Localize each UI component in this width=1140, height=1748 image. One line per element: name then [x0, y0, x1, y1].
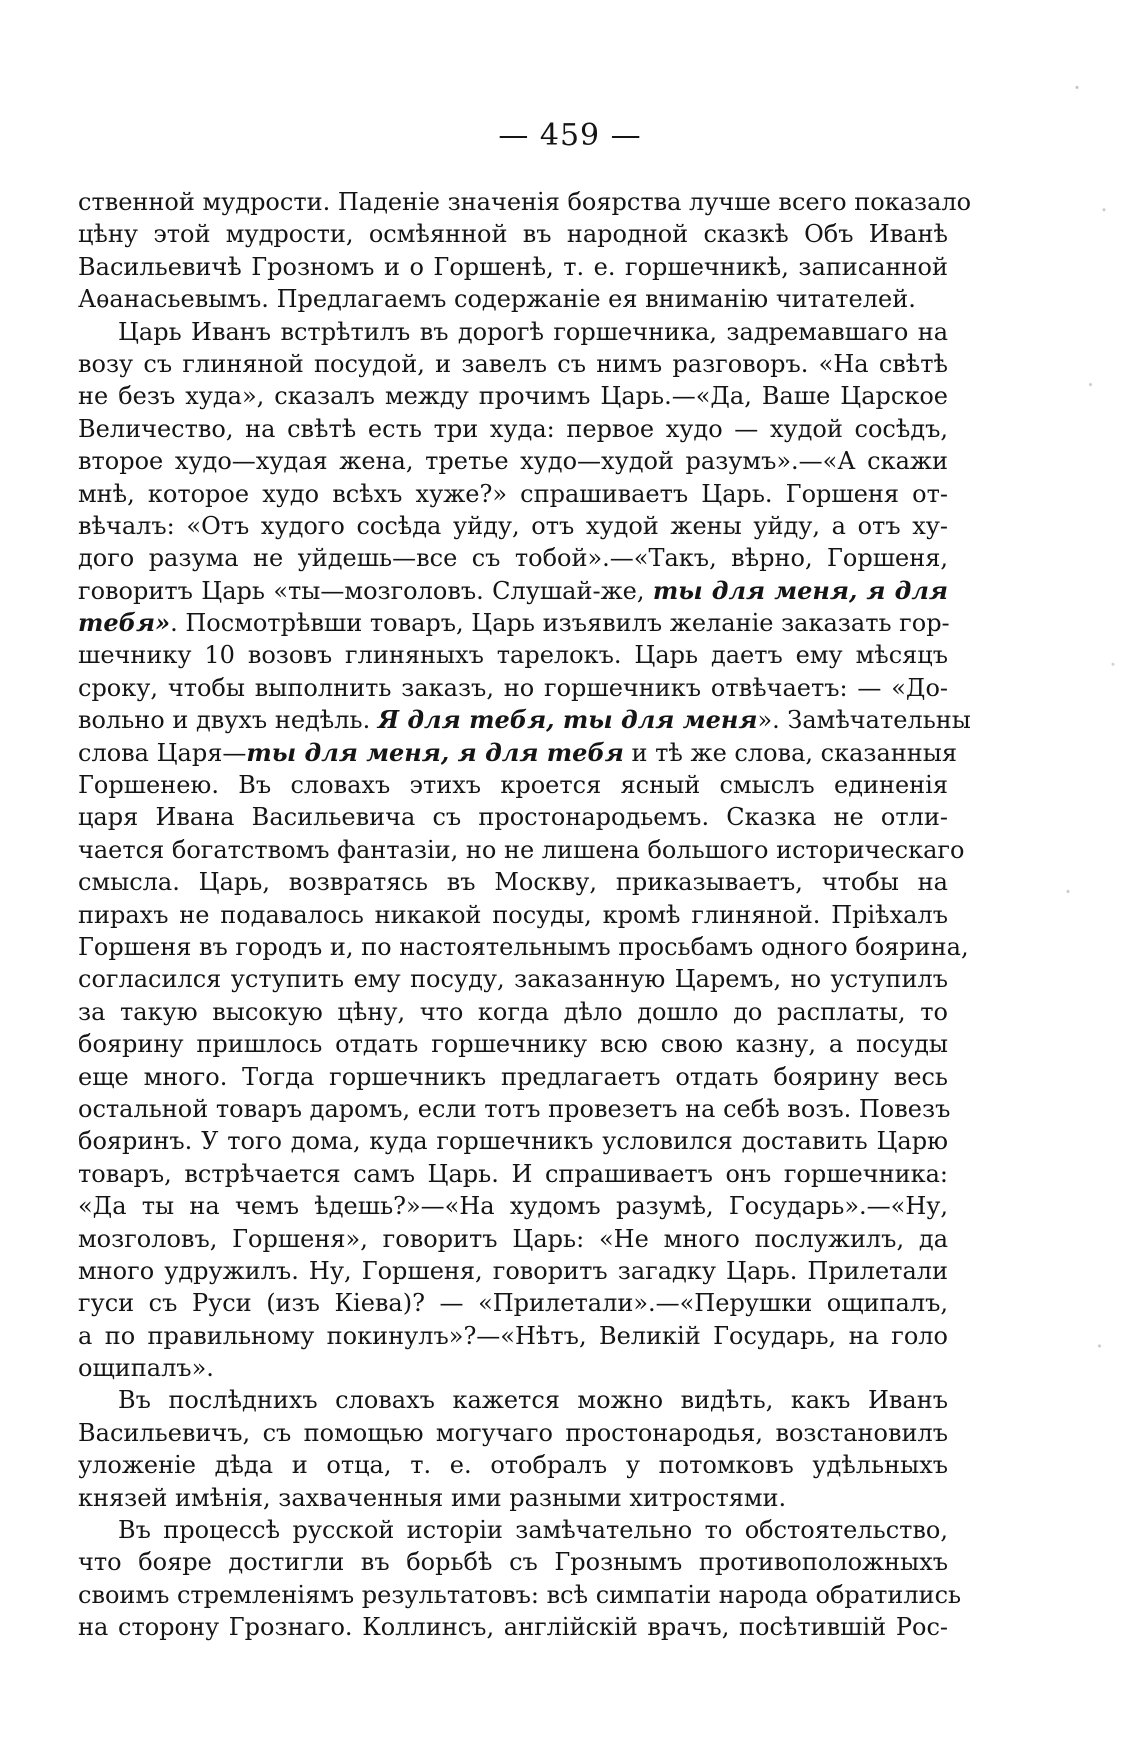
text-line: смысла. Царь, возвратясь въ Москву, приказываетъ, чтобы на	[78, 868, 948, 897]
text-line: а по правильному покинулъ»?—«Нѣтъ, Великій Государь, на голо	[78, 1321, 948, 1350]
page-number: — 459 —	[498, 118, 642, 153]
text-segment: и тѣ же слова, сказанныя	[623, 738, 958, 767]
text-segment: слова Царя—	[78, 738, 247, 767]
text-line: много удружилъ. Ну, Горшеня, говоритъ загадку Царь. Прилетали	[78, 1256, 948, 1285]
text-line: ощипалъ».	[78, 1354, 214, 1383]
text-line: царя Ивана Васильевича съ простонародьемъ. Сказка не отли-	[78, 803, 948, 832]
text-line: что бояре достигли въ борьбѣ съ Грознымъ противоположныхъ	[78, 1548, 948, 1577]
text-segment: говоритъ Царь «ты—мозголовъ. Слушай-же,	[78, 576, 653, 605]
text-line: еще много. Тогда горшечникъ предлагаетъ отдать боярину весь	[78, 1062, 948, 1091]
text-line: Въ процессѣ русской исторіи замѣчательно то обстоятельство,	[118, 1516, 948, 1545]
text-line: Горшенею. Въ словахъ этихъ кроется ясный смыслъ единенія	[78, 771, 948, 800]
text-line: Аѳанасьевымъ. Предлагаемъ содержаніе ея вниманію читателей.	[78, 285, 916, 314]
text-line: дого разума не уйдешь—все съ тобой».—«Такъ, вѣрно, Горшеня,	[78, 544, 948, 573]
text-line: согласился уступить ему посуду, заказанную Царемъ, но уступилъ	[78, 965, 948, 994]
text-line: боярину пришлось отдать горшечнику всю свою казну, а посуды	[78, 1030, 948, 1059]
text-line: ственной мудрости. Паденіе значенія боярства лучше всего показало	[78, 188, 972, 216]
italic-segment: ты для меня, я для	[652, 575, 948, 605]
text-line: Царь Иванъ встрѣтилъ въ дорогѣ горшечника, задремавшаго на	[118, 317, 948, 346]
text-line	[78, 607, 948, 639]
text-segment: . Посмотрѣвши товаръ, Царь изъявилъ желаніе заказать гор-	[170, 609, 950, 638]
text-line: возу съ глиняной посудой, и завелъ съ нимъ разговоръ. «На свѣтѣ	[78, 349, 948, 378]
text-line: чается богатствомъ фантазіи, но не лишена большого историческаго	[78, 835, 965, 864]
text-line: «Да ты на чемъ ѣдешь?»—«На худомъ разумѣ, Государь».—«Ну,	[78, 1192, 948, 1221]
text-line: на сторону Грознаго. Коллинсъ, англійскій врачъ, посѣтившій Рос-	[78, 1613, 948, 1642]
text-line	[78, 704, 971, 736]
text-line	[78, 737, 958, 769]
text-line: уложеніе дѣда и отца, т. е. отобралъ у потомковъ удѣльныхъ	[78, 1451, 948, 1480]
text-line: пирахъ не подавалось никакой посуды, кромѣ глиняной. Пріѣхалъ	[78, 900, 948, 929]
italic-segment: Я для тебя, ты для меня	[377, 705, 758, 735]
text-segment: вольно и двухъ недѣль.	[78, 706, 378, 735]
text-line: Горшеня въ городъ и, по настоятельнымъ просьбамъ одного боярина,	[78, 932, 969, 961]
text-line: Величество, на свѣтѣ есть три худа: первое худо — худой сосѣдъ,	[78, 414, 948, 443]
text-line: второе худо—худая жена, третье худо—худой разумъ».—«А скажи	[78, 447, 948, 476]
text-line: мнѣ, которое худо всѣхъ хуже?» спрашиваетъ Царь. Горшеня от-	[78, 479, 948, 508]
text-line: цѣну этой мудрости, осмѣянной въ народной сказкѣ Объ Иванѣ	[78, 220, 948, 249]
scan-margin-noise	[1050, 0, 1140, 1748]
text-line: сроку, чтобы выполнить заказъ, но горшечникъ отвѣчаетъ: — «До-	[78, 673, 948, 702]
body-text	[78, 186, 972, 1644]
text-line: своимъ стремленіямъ результатовъ: всѣ симпатіи народа обратились	[78, 1580, 962, 1609]
text-line: Въ послѣднихъ словахъ кажется можно видѣть, какъ Иванъ	[118, 1386, 948, 1415]
text-line: товаръ, встрѣчается самъ Царь. И спрашиваетъ онъ горшечника:	[78, 1159, 948, 1188]
italic-segment: ты для меня, я для тебя	[246, 737, 624, 767]
text-segment: ». Замѣчательны	[757, 706, 971, 735]
italic-segment: тебя»	[78, 608, 171, 638]
text-line: бояринъ. У того дома, куда горшечникъ условился доставить Царю	[78, 1127, 948, 1156]
text-line	[78, 575, 948, 607]
text-line: шечнику 10 возовъ глиняныхъ тарелокъ. Царь даетъ ему мѣсяцъ	[78, 641, 948, 670]
text-line: Васильевичъ, съ помощью могучаго простонародья, возстановилъ	[78, 1418, 948, 1447]
text-line: гуси съ Руси (изъ Кіева)? — «Прилетали».—«Перушки ощипалъ,	[78, 1289, 948, 1318]
text-line: остальной товаръ даромъ, если тотъ провезетъ на себѣ возъ. Повезъ	[78, 1094, 951, 1123]
text-line: Васильевичѣ Грозномъ и о Горшенѣ, т. е. горшечникѣ, записанной	[78, 252, 948, 281]
text-line: за такую высокую цѣну, что когда дѣло дошло до расплаты, то	[78, 997, 948, 1026]
text-line: князей имѣнія, захваченныя ими разными хитростями.	[78, 1483, 787, 1512]
text-line: не безъ худа», сказалъ между прочимъ Царь.—«Да, Ваше Царское	[78, 382, 948, 411]
text-line: мозголовъ, Горшеня», говоритъ Царь: «Не много послужилъ, да	[78, 1224, 948, 1253]
text-line: вѣчалъ: «Отъ худого сосѣда уйду, отъ худой жены уйду, а отъ ху-	[78, 511, 948, 540]
